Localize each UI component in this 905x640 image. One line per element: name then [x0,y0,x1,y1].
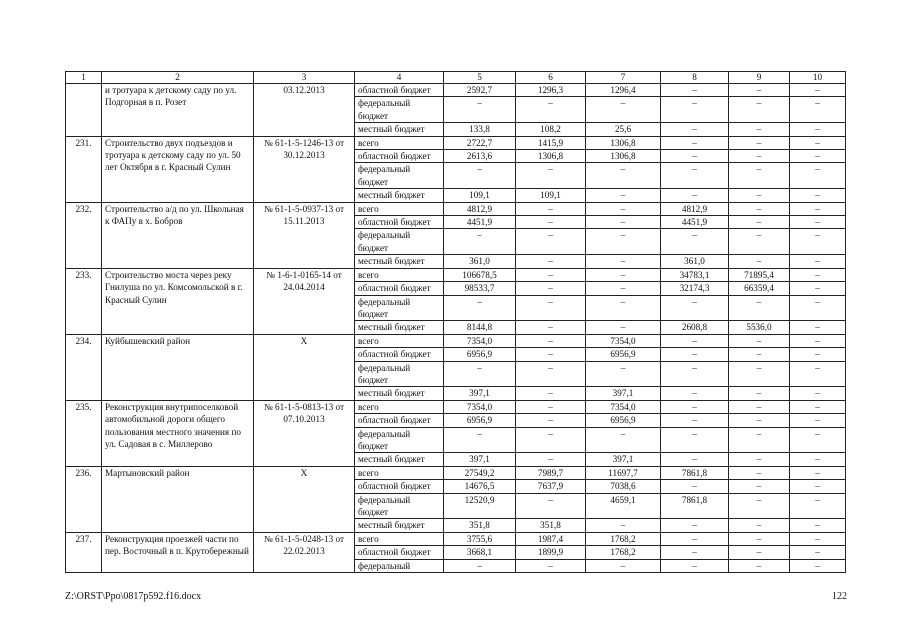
row-number: 235. [66,400,102,466]
col-header: 8 [661,72,729,84]
amount-cell: 397,1 [586,453,661,466]
amount-cell: – [516,229,586,255]
amount-cell: – [444,97,516,123]
col-header: 9 [729,72,790,84]
amount-cell: – [729,123,790,136]
amount-cell: – [661,532,729,545]
funding-source: федеральный бюджет [355,163,444,189]
amount-cell: – [516,202,586,215]
amount-cell: – [790,480,846,493]
amount-cell: – [661,163,729,189]
amount-cell: 7038,6 [586,480,661,493]
amount-cell: – [729,150,790,163]
object-name: Реконструкция проезжей части по пер. Восточный в п. Крутобережный [102,532,254,572]
amount-cell: 7861,8 [661,466,729,479]
amount-cell: – [790,414,846,427]
amount-cell: – [790,163,846,189]
amount-cell: 1306,8 [516,150,586,163]
amount-cell: – [586,268,661,281]
amount-cell: – [586,255,661,268]
amount-cell: 34783,1 [661,268,729,281]
funding-source: местный бюджет [355,255,444,268]
amount-cell: – [790,361,846,387]
funding-source: местный бюджет [355,453,444,466]
object-name: Строительство моста через реку Гнилуша по ул. Комсомольской в г. Красный Сулин [102,268,254,334]
table-row [66,268,846,281]
table-body [66,84,846,573]
document-ref: Х [254,466,355,532]
amount-cell: – [444,163,516,189]
amount-cell: 7861,8 [661,493,729,519]
amount-cell: – [790,427,846,453]
amount-cell: 12520,9 [444,493,516,519]
amount-cell: 4451,9 [661,216,729,229]
amount-cell: 1296,3 [516,84,586,97]
document-ref: 03.12.2013 [254,84,355,137]
amount-cell: – [516,453,586,466]
amount-cell: – [729,414,790,427]
amount-cell: 108,2 [516,123,586,136]
document-ref: Х [254,334,355,400]
object-name: Куйбышевский район [102,334,254,400]
amount-cell: 6956,9 [444,348,516,361]
amount-cell: 109,1 [444,189,516,202]
table-row [66,400,846,413]
amount-cell: – [661,334,729,347]
amount-cell: – [661,361,729,387]
amount-cell: – [729,216,790,229]
amount-cell: 7989,7 [516,466,586,479]
amount-cell: – [790,229,846,255]
col-header: 5 [444,72,516,84]
col-header: 6 [516,72,586,84]
col-header: 10 [790,72,846,84]
amount-cell: 109,1 [516,189,586,202]
amount-cell: – [729,361,790,387]
document-ref: № 61-1-5-0937-13 от 15.11.2013 [254,202,355,268]
amount-cell: 7354,0 [444,400,516,413]
table-row [66,334,846,347]
amount-cell: – [661,97,729,123]
amount-cell: – [516,361,586,387]
amount-cell: – [729,532,790,545]
funding-source: всего [355,334,444,347]
amount-cell: – [661,150,729,163]
amount-cell: 6956,9 [444,414,516,427]
col-header: 2 [102,72,254,84]
amount-cell: – [790,400,846,413]
funding-source: областной бюджет [355,348,444,361]
amount-cell: 397,1 [586,387,661,400]
amount-cell: – [586,229,661,255]
amount-cell: 3755,6 [444,532,516,545]
amount-cell: 25,6 [586,123,661,136]
amount-cell: 7354,0 [444,334,516,347]
amount-cell: – [729,480,790,493]
funding-source: всего [355,136,444,149]
col-header: 1 [66,72,102,84]
amount-cell: 2608,8 [661,321,729,334]
amount-cell: – [729,295,790,321]
funding-source: местный бюджет [355,321,444,334]
amount-cell: – [790,97,846,123]
amount-cell: – [790,348,846,361]
table-row [66,136,846,149]
amount-cell: 6956,9 [586,348,661,361]
amount-cell: – [790,334,846,347]
funding-source: федеральный бюджет [355,427,444,453]
object-name: Строительство двух подъездов и тротуара к детскому саду по ул. 50 лет Октября в г. Красный Сулин [102,136,254,202]
funding-source: областной бюджет [355,414,444,427]
amount-cell: 98533,7 [444,282,516,295]
amount-cell: – [661,348,729,361]
amount-cell: – [586,361,661,387]
amount-cell: – [790,123,846,136]
budget-table [65,71,846,573]
funding-source: всего [355,532,444,545]
amount-cell: – [516,295,586,321]
amount-cell: 4451,9 [444,216,516,229]
amount-cell: – [586,559,661,572]
amount-cell: – [661,427,729,453]
col-header: 4 [355,72,444,84]
funding-source: федеральный бюджет [355,97,444,123]
amount-cell: – [790,255,846,268]
funding-source: областной бюджет [355,480,444,493]
amount-cell: 133,8 [444,123,516,136]
amount-cell: – [661,519,729,532]
row-number: 232. [66,202,102,268]
amount-cell: – [790,546,846,559]
row-number [66,84,102,137]
amount-cell: 1987,4 [516,532,586,545]
amount-cell: – [729,546,790,559]
amount-cell: – [516,400,586,413]
funding-source: всего [355,268,444,281]
amount-cell: – [661,229,729,255]
amount-cell: 11697,7 [586,466,661,479]
row-number: 237. [66,532,102,572]
funding-source: местный бюджет [355,189,444,202]
row-number: 231. [66,136,102,202]
amount-cell: – [661,136,729,149]
amount-cell: – [516,387,586,400]
amount-cell: – [516,282,586,295]
amount-cell: – [444,229,516,255]
amount-cell: 32174,3 [661,282,729,295]
document-ref: № 61-1-5-1246-13 от 30.12.2013 [254,136,355,202]
amount-cell: 4812,9 [661,202,729,215]
amount-cell: – [661,453,729,466]
amount-cell: 8144,8 [444,321,516,334]
amount-cell: – [790,136,846,149]
amount-cell: – [516,348,586,361]
funding-source: областной бюджет [355,546,444,559]
amount-cell: 361,0 [444,255,516,268]
amount-cell: – [586,216,661,229]
amount-cell: – [729,163,790,189]
object-name: Строительство а/д по ул. Школьная к ФАПу в х. Бобров [102,202,254,268]
funding-source: федеральный [355,559,444,572]
amount-cell: – [586,519,661,532]
amount-cell: – [790,532,846,545]
amount-cell: – [729,136,790,149]
amount-cell: – [729,519,790,532]
amount-cell: 361,0 [661,255,729,268]
amount-cell: – [661,546,729,559]
amount-cell: – [790,493,846,519]
amount-cell: – [790,466,846,479]
amount-cell: – [661,295,729,321]
amount-cell: 4659,1 [586,493,661,519]
amount-cell: 27549,2 [444,466,516,479]
funding-source: всего [355,466,444,479]
amount-cell: 1899,9 [516,546,586,559]
amount-cell: – [790,453,846,466]
amount-cell: – [661,123,729,136]
amount-cell: 7354,0 [586,334,661,347]
amount-cell: – [790,321,846,334]
amount-cell: – [516,97,586,123]
amount-cell: – [586,202,661,215]
amount-cell: – [516,493,586,519]
amount-cell: 14676,5 [444,480,516,493]
amount-cell: – [729,559,790,572]
amount-cell: – [790,387,846,400]
amount-cell: – [661,84,729,97]
amount-cell: – [516,163,586,189]
amount-cell: – [661,414,729,427]
amount-cell: – [661,387,729,400]
amount-cell: – [729,334,790,347]
amount-cell: – [586,427,661,453]
amount-cell: 7354,0 [586,400,661,413]
amount-cell: 5536,0 [729,321,790,334]
amount-cell: – [516,414,586,427]
object-name: Мартыновский район [102,466,254,532]
amount-cell: – [729,229,790,255]
amount-cell: – [729,348,790,361]
amount-cell: – [790,559,846,572]
table-row [66,84,846,97]
amount-cell: – [790,189,846,202]
funding-source: областной бюджет [355,84,444,97]
amount-cell: 106678,5 [444,268,516,281]
amount-cell: – [586,189,661,202]
amount-cell: – [444,427,516,453]
funding-source: местный бюджет [355,387,444,400]
funding-source: федеральный бюджет [355,295,444,321]
amount-cell: – [661,400,729,413]
amount-cell: 397,1 [444,453,516,466]
amount-cell: 351,8 [444,519,516,532]
amount-cell: – [729,387,790,400]
amount-cell: – [516,255,586,268]
table-row [66,202,846,215]
col-header: 3 [254,72,355,84]
amount-cell: – [444,295,516,321]
amount-cell: – [790,202,846,215]
amount-cell: – [790,519,846,532]
amount-cell: 397,1 [444,387,516,400]
amount-cell: – [661,559,729,572]
page-number: 122 [832,591,847,602]
amount-cell: – [729,84,790,97]
amount-cell: – [790,150,846,163]
amount-cell: – [790,295,846,321]
amount-cell: – [586,321,661,334]
document-ref: № 61-1-5-0248-13 от 22.02.2013 [254,532,355,572]
row-number: 233. [66,268,102,334]
amount-cell: 1415,9 [516,136,586,149]
funding-source: федеральный бюджет [355,493,444,519]
amount-cell: – [516,321,586,334]
row-number: 236. [66,466,102,532]
funding-source: всего [355,202,444,215]
funding-source: областной бюджет [355,150,444,163]
col-header: 7 [586,72,661,84]
amount-cell: – [729,202,790,215]
amount-cell: 4812,9 [444,202,516,215]
amount-cell: – [661,189,729,202]
amount-cell: 1768,2 [586,532,661,545]
amount-cell: – [586,282,661,295]
amount-cell: – [661,480,729,493]
amount-cell: – [790,216,846,229]
amount-cell: 1306,8 [586,150,661,163]
amount-cell: 1768,2 [586,546,661,559]
amount-cell: – [516,216,586,229]
amount-cell: – [729,466,790,479]
amount-cell: 3668,1 [444,546,516,559]
object-name: и тротуара к детскому саду по ул. Подгорная в п. Розет [102,84,254,137]
amount-cell: – [790,84,846,97]
amount-cell: 351,8 [516,519,586,532]
table-row [66,466,846,479]
amount-cell: 71895,4 [729,268,790,281]
funding-source: областной бюджет [355,282,444,295]
amount-cell: – [790,282,846,295]
amount-cell: – [444,559,516,572]
funding-source: федеральный бюджет [355,229,444,255]
amount-cell: – [586,163,661,189]
amount-cell: – [586,295,661,321]
amount-cell: 2592,7 [444,84,516,97]
funding-source: всего [355,400,444,413]
table-row [66,532,846,545]
amount-cell: – [729,493,790,519]
amount-cell: – [790,268,846,281]
amount-cell: 66359,4 [729,282,790,295]
document-ref: № 1-6-1-0165-14 от 24.04.2014 [254,268,355,334]
amount-cell: – [516,334,586,347]
amount-cell: – [729,400,790,413]
amount-cell: – [444,361,516,387]
amount-cell: – [516,427,586,453]
amount-cell: 2722,7 [444,136,516,149]
amount-cell: – [729,97,790,123]
document-ref: № 61-1-5-0813-13 от 07.10.2013 [254,400,355,466]
funding-source: местный бюджет [355,123,444,136]
footer-file-path: Z:\ORST\Ppo\0817p592.f16.docx [65,591,202,602]
funding-source: областной бюджет [355,216,444,229]
header-row [66,72,846,84]
amount-cell: – [729,453,790,466]
amount-cell: 6956,9 [586,414,661,427]
amount-cell: 2613,6 [444,150,516,163]
amount-cell: 7637,9 [516,480,586,493]
amount-cell: 1296,4 [586,84,661,97]
amount-cell: – [516,268,586,281]
amount-cell: 1306,8 [586,136,661,149]
funding-source: федеральный бюджет [355,361,444,387]
amount-cell: – [516,559,586,572]
object-name: Реконструкция внутрипоселковой автомобильной дороги общего пользования местного значения по ул. Садовая в с. Миллерово [102,400,254,466]
amount-cell: – [729,427,790,453]
amount-cell: – [586,97,661,123]
funding-source: местный бюджет [355,519,444,532]
amount-cell: – [729,255,790,268]
amount-cell: – [729,189,790,202]
row-number: 234. [66,334,102,400]
